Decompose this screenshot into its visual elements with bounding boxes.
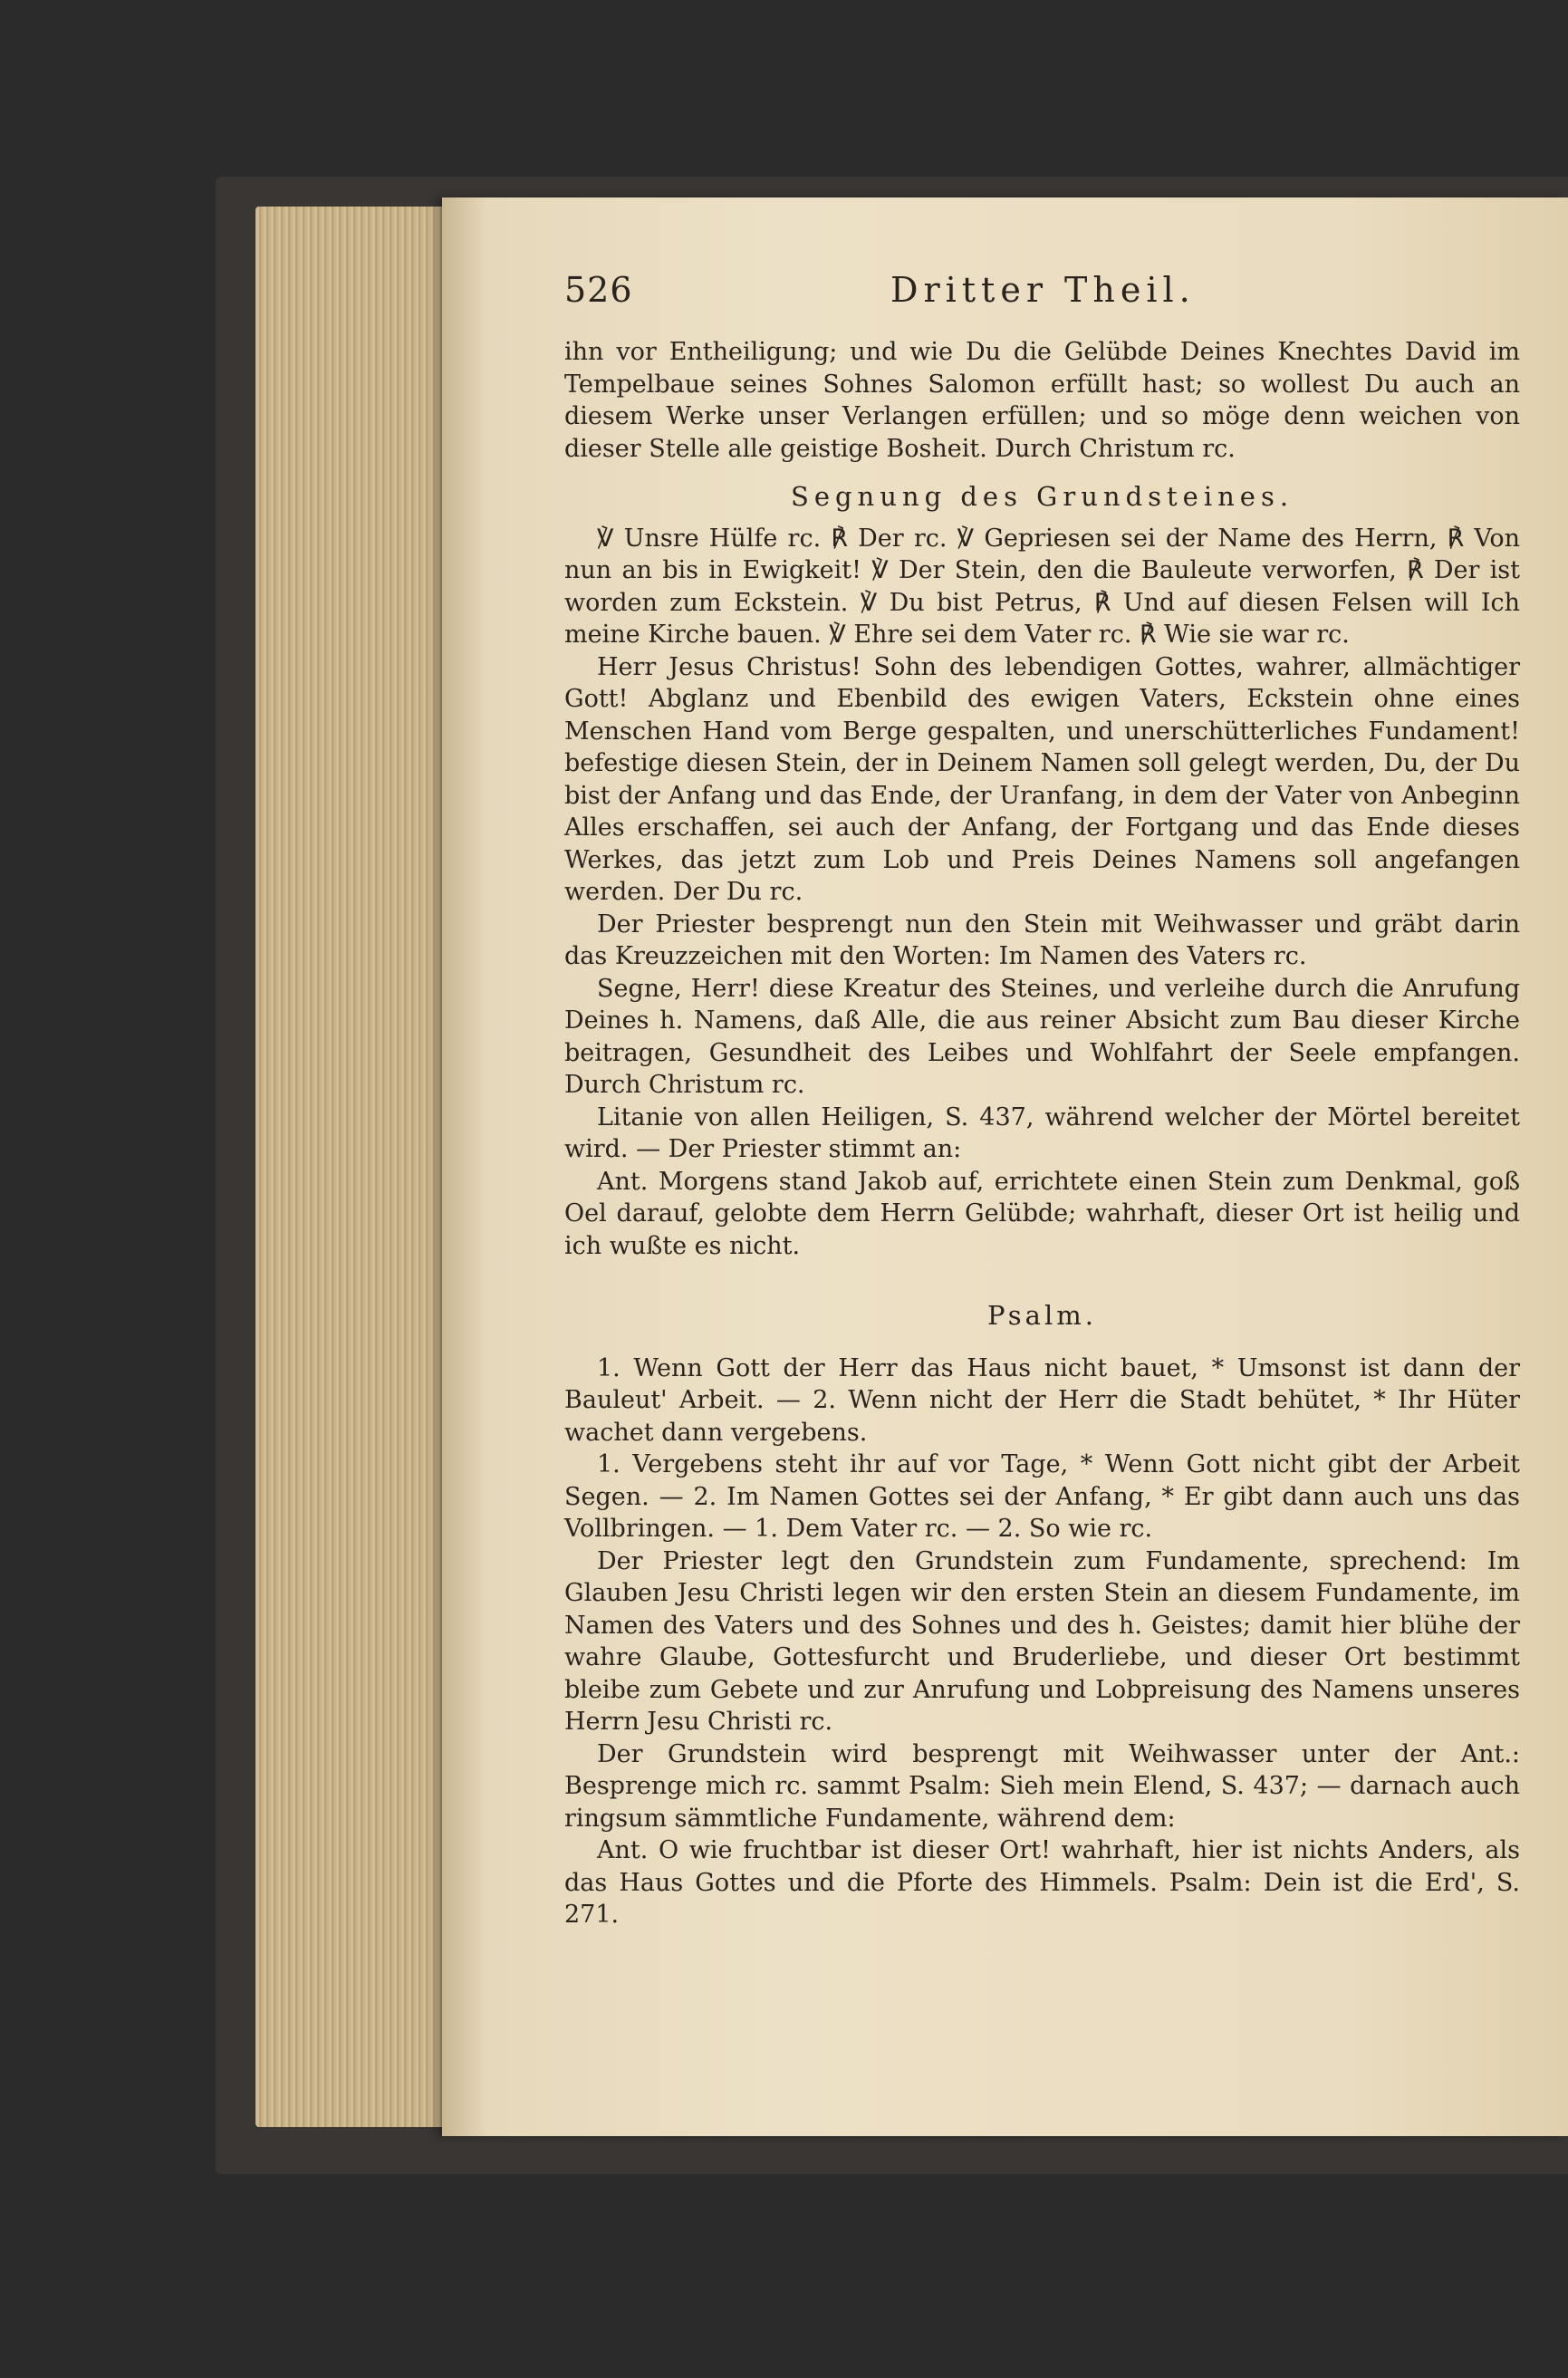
page-number: 526 — [564, 270, 633, 310]
paragraph-5: Segne, Herr! diese Kreatur des Steines, und verleihe durch die Anrufung Deines h. Namens, daß Alle, die aus reiner Absicht zum Bau dieser Kirche beitragen, Gesundheit des Leibes und Wohlfahrt der Seele empfangen. Durch Christum rc. — [564, 974, 1520, 1099]
paragraph-1: ihn vor Entheiligung; und wie Du die Gelübde Deines Knechtes David im Tempelbaue seines Sohnes Salomon erfüllt hast; so wollest Du auch an diesem Werke unser Verlangen erfüllen; und so möge denn weichen von dieser Stelle alle geistige Bosheit. Durch Christum rc. — [564, 338, 1520, 463]
running-title: Dritter Theil. — [890, 270, 1196, 310]
paragraph-4: Der Priester besprengt nun den Stein mit Weihwasser und gräbt darin das Kreuzzeichen mit den Worten: Im Namen des Vaters rc. — [564, 910, 1520, 970]
paragraph-6: Litanie von allen Heiligen, S. 437, während welcher der Mörtel bereitet wird. — Der Priester stimmt an: — [564, 1102, 1520, 1163]
page-edges — [255, 207, 455, 2127]
paragraph-8: 1. Wenn Gott der Herr das Haus nicht bauet, * Umsonst ist dann der Bauleut' Arbeit. — 2. Wenn nicht der Herr die Stadt behütet, * Ihr Hüter wachet dann vergebens. — [564, 1353, 1520, 1447]
running-head — [564, 270, 1520, 329]
page-content — [564, 270, 1520, 1931]
section-heading-psalm: Psalm. — [987, 1300, 1097, 1331]
book-page — [442, 197, 1568, 2136]
paragraph-7: Ant. Morgens stand Jakob auf, errichtete einen Stein zum Denkmal, goß Oel darauf, gelobte dem Herrn Gelübde; wahrhaft, dieser Ort ist heilig und ich wußte es nicht. — [564, 1167, 1520, 1260]
paragraph-12: Ant. O wie fruchtbar ist dieser Ort! wahrhaft, hier ist nichts Anders, als das Haus Gottes und die Pforte des Himmels. Psalm: Dein ist die Erd', S. 271. — [564, 1836, 1520, 1929]
paragraph-11: Der Grundstein wird besprengt mit Weihwasser unter der Ant.: Besprenge mich rc. sammt Psalm: Sieh mein Elend, S. 437; — darnach auch ringsum sämmtliche Fundamente, während dem: — [564, 1739, 1520, 1833]
paragraph-3: Herr Jesus Christus! Sohn des lebendigen Gottes, wahrer, allmächtiger Gott! Abglanz und Ebenbild des ewigen Vaters, Eckstein ohne eines Menschen Hand vom Berge gespalten, und unerschütterliches Fundament! befestige diesen Stein, der in Deinem Namen soll gelegt werden, Du, der Du bist der Anfang und das Ende, der Uranfang, in dem der Vater von Anbeginn Alles erschaffen, sei auch der Anfang, der Fortgang und das Ende dieses Werkes, das jetzt zum Lob und Preis Deines Namens soll angefangen werden. Der Du rc. — [564, 652, 1520, 906]
section-heading-blessing: Segnung des Grundsteines. — [790, 481, 1294, 512]
paragraph-9: 1. Vergebens steht ihr auf vor Tage, * Wenn Gott nicht gibt der Arbeit Segen. — 2. Im Namen Gottes sei der Anfang, * Er gibt dann auch uns das Vollbringen. — 1. Dem Vater rc. — 2. So wie rc. — [564, 1450, 1520, 1543]
paragraph-10: Der Priester legt den Grundstein zum Fundamente, sprechend: Im Glauben Jesu Christi legen wir den ersten Stein an diesem Fundamente, im Namen des Vaters und des Sohnes und des h. Geistes; damit hier blühe der wahre Glaube, Gottesfurcht und Bruderliebe, und dieser Ort bestimmt bleibe zum Gebete und zur Anrufung und Lobpreisung des Namens unseres Herrn Jesu Christi rc. — [564, 1546, 1520, 1736]
paragraph-2: ℣ Unsre Hülfe rc. ℟ Der rc. ℣ Gepriesen sei der Name des Herrn, ℟ Von nun an bis in Ewigkeit! ℣ Der Stein, den die Bauleute verworfen, ℟ Der ist worden zum Eckstein. ℣ Du bist Petrus, ℟ Und auf diesen Felsen will Ich meine Kirche bauen. ℣ Ehre sei dem Vater rc. ℟ Wie sie war rc. — [564, 524, 1520, 649]
